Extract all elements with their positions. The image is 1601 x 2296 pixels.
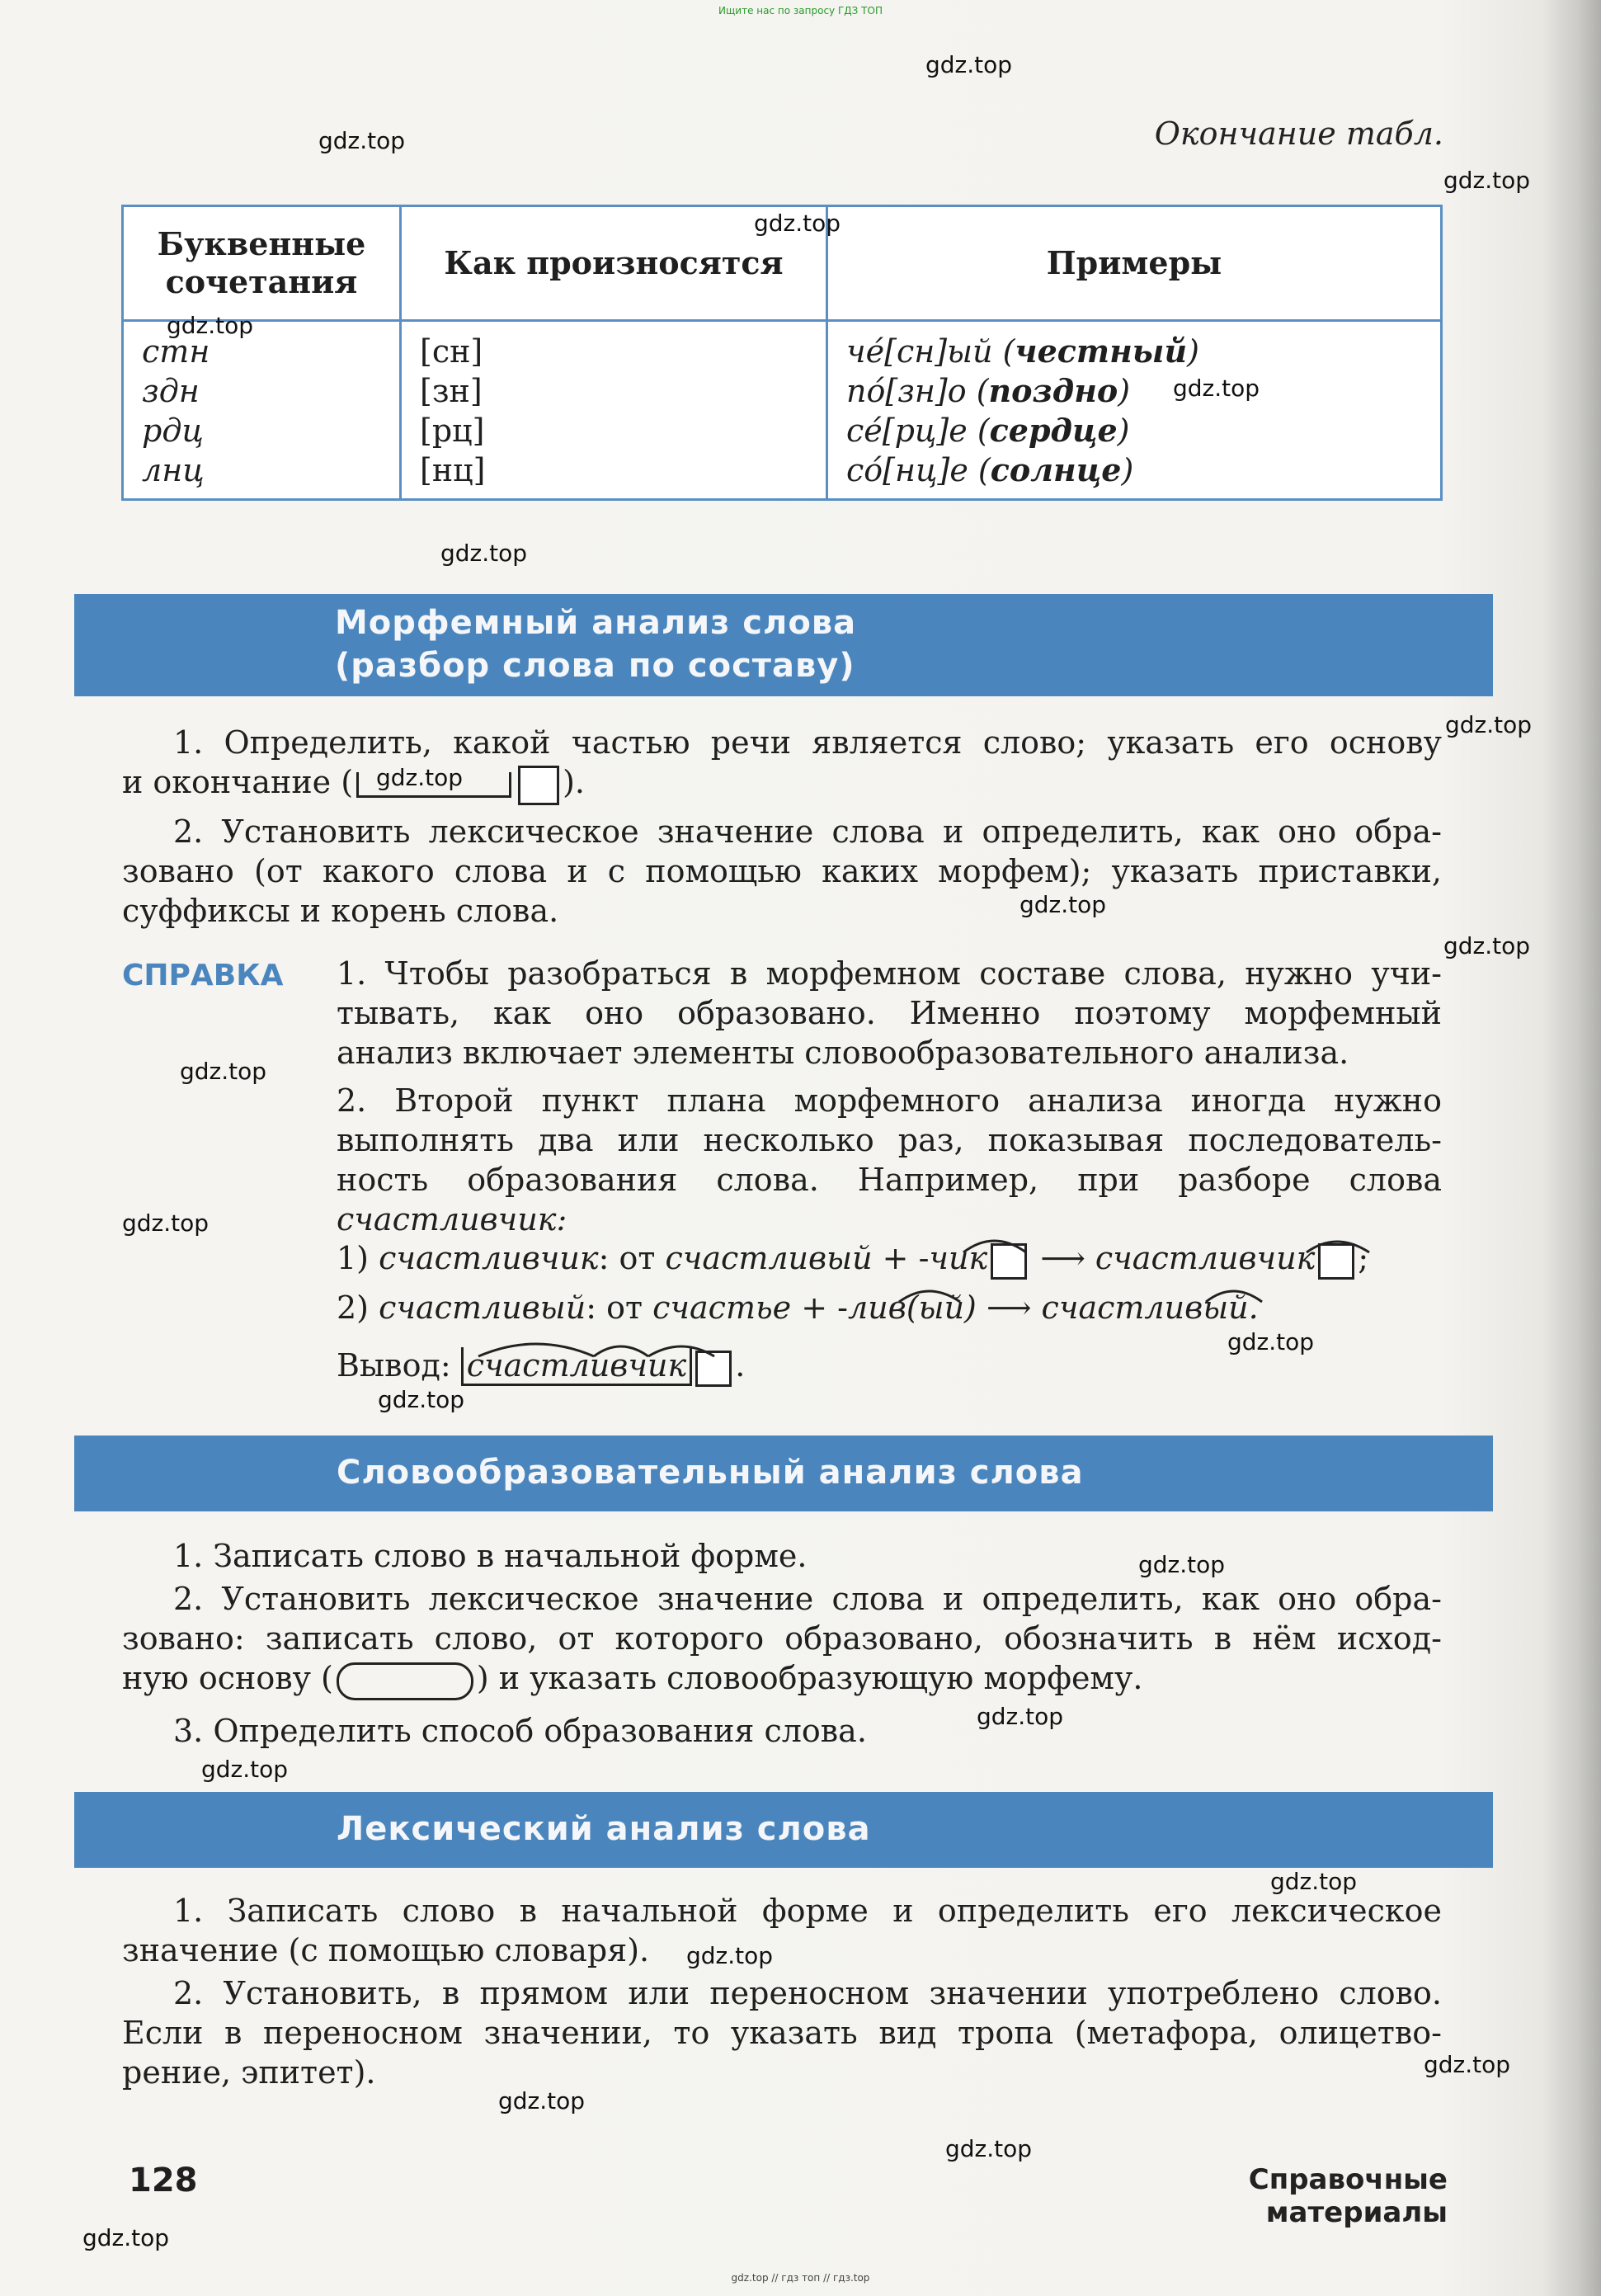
text-line: тывать, как оно образовано. Именно поэтому морфемный [337, 995, 1442, 1031]
section-subtitle: (разбор слова по составу) [335, 647, 855, 685]
lexical-step-2 [122, 1973, 1442, 2092]
watermark: gdz.top [122, 1209, 210, 1237]
watermark: gdz.top [498, 2087, 586, 2114]
example-text: ) [1187, 333, 1199, 370]
example-word: счастливый [379, 1289, 586, 1326]
suffix-arc-icon [899, 1291, 960, 1302]
sound-value: [сн] [420, 333, 483, 370]
text-line: 1. Определить, какой частью речи является слово; указать его основу [173, 724, 1442, 761]
sound-value: [рц] [420, 413, 485, 449]
watermark: gdz.top [82, 2224, 170, 2251]
text-fragment: : от [586, 1289, 653, 1326]
watermark: gdz.top [1443, 932, 1531, 959]
example-number: 1) [337, 1240, 370, 1276]
example-word: поздно [988, 372, 1118, 409]
text-line: анализ включает элементы словообразовательного анализа. [337, 1035, 1349, 1071]
suffix-arc-icon [648, 1346, 714, 1356]
example-text: по́[зн]о ( [846, 373, 989, 409]
watermark: gdz.top [686, 1942, 774, 1969]
text-line: Если в переносном значении, то указать вид тропа (метафора, олицетво- [122, 2015, 1442, 2051]
header-letters: Буквенные сочетания [123, 206, 401, 321]
example-word: сердце [989, 412, 1118, 449]
text-fragment: ную основу ( [122, 1660, 333, 1696]
suffix-arc-icon [1206, 1291, 1262, 1302]
watermark: gdz.top [925, 51, 1013, 78]
example-number: 2) [337, 1289, 370, 1326]
watermark: gdz.top [378, 1386, 465, 1413]
letters-value: здн [142, 373, 200, 409]
text-line [122, 1658, 1442, 1700]
example-word: счастливчик [379, 1240, 599, 1276]
example-derivation-1: 1) счастливчик: от счастливый + -чик ⟶ счастливчик ; [337, 1238, 1491, 1280]
watermark: gdz.top [440, 540, 528, 567]
example-text: се́[рц]е ( [846, 413, 990, 449]
text-line: ность образования слова. Например, при разборе слова [337, 1162, 1442, 1198]
footer-title: Справочные материалы [1248, 2163, 1448, 2229]
watermark: gdz.top [318, 127, 406, 154]
arrow-icon: ⟶ [1030, 1240, 1095, 1276]
section-lexical-header [74, 1792, 1493, 1868]
example-word: счастливчик [1095, 1240, 1316, 1276]
lexical-step-1 [122, 1891, 1442, 1970]
example-word: солнце [990, 451, 1122, 488]
root-arc-icon [478, 1344, 594, 1356]
letters-value: лнц [142, 452, 205, 488]
watermark: gdz.top [977, 1703, 1064, 1730]
word-formation-step-1 [122, 1536, 1442, 1576]
text-line: 2. Установить, в прямом или переносном значении употреблено слово. [173, 1975, 1442, 2011]
watermark: gdz.top [1445, 711, 1533, 738]
text-line: 2. Установить лексическое значение слова и определить, как оно обра- [173, 813, 1442, 850]
example-text: ) [1121, 452, 1134, 488]
site-note-bottom: gdz.top // гдз топ // гдз.top [731, 2272, 870, 2284]
suffix-arc-icon [963, 1241, 1026, 1252]
sound-value: [зн] [420, 373, 483, 409]
text-line: зовано (от какого слова и с помощью каких морфем); указать приставки, [122, 853, 1442, 889]
text-line: значение (с помощью словаря). [122, 1932, 650, 1968]
section-title: Морфемный анализ слова [335, 604, 857, 642]
text-line: 2. Установить лексическое значение слова и определить, как оно обра- [173, 1581, 1442, 1617]
page-number: 128 [129, 2162, 198, 2199]
arrow-icon: ⟶ [976, 1289, 1042, 1326]
conclusion-label: Вывод: [337, 1347, 461, 1384]
watermark: gdz.top [180, 1058, 267, 1085]
source-base-pill-icon [337, 1662, 473, 1700]
text-line: счастливчик: [337, 1201, 567, 1238]
text-line: суффиксы и корень слова. [122, 893, 559, 929]
text-fragment: и окончание ( [122, 764, 354, 800]
example-word: счастливый [665, 1240, 873, 1276]
watermark: gdz.top [376, 764, 464, 791]
text-fragment: + - [872, 1240, 930, 1276]
text-line: зовано: записать слово, от которого образовано, обозначить в нём исход- [122, 1620, 1442, 1657]
example-word: счастливый. [1041, 1289, 1259, 1326]
text-line: 1. Записать слово в начальной форме. [173, 1538, 808, 1574]
ending: (ый) [906, 1289, 977, 1326]
text-fragment: . [735, 1347, 746, 1384]
example-word: честный [1015, 332, 1188, 370]
text-line: 3. Определить способ образования слова. [173, 1713, 867, 1749]
section-title: Словообразовательный анализ слова [337, 1454, 1084, 1492]
header-examples: Примеры [827, 206, 1442, 321]
text-fragment: ) и указать словообразующую морфему. [476, 1660, 1143, 1696]
watermark: gdz.top [167, 312, 254, 339]
watermark: gdz.top [1443, 167, 1531, 194]
sound-value: [нц] [420, 452, 486, 488]
watermark: gdz.top [1270, 1868, 1358, 1895]
example-text: че́[сн]ый ( [846, 333, 1015, 370]
watermark: gdz.top [201, 1756, 289, 1783]
suffix: чик [929, 1240, 988, 1276]
example-text: ) [1118, 373, 1131, 409]
word-formation-step-2 [122, 1579, 1442, 1700]
suffix-arc-icon [594, 1346, 648, 1356]
watermark: gdz.top [1019, 891, 1107, 918]
header-pronunciation: Как произносятся [401, 206, 827, 321]
text-fragment: ). [563, 764, 585, 800]
text-fragment: : от [598, 1240, 666, 1276]
example-text: ) [1117, 413, 1130, 449]
section-title: Лексический анализ слова [337, 1810, 871, 1848]
text-line: 1. Чтобы разобраться в морфемном составе слова, нужно учи- [337, 955, 1442, 992]
text-fragment: + - [791, 1289, 849, 1326]
watermark: gdz.top [1173, 375, 1260, 402]
suffix: лив [848, 1289, 906, 1326]
watermark: gdz.top [1424, 2051, 1511, 2078]
text-line: рение, эпитет). [122, 2054, 376, 2091]
letters-value: стн [142, 333, 210, 370]
word-formation-step-3 [122, 1711, 1442, 1751]
note-label: СПРАВКА [122, 959, 284, 992]
text-line: выполнять два или несколько раз, показывая последователь- [337, 1122, 1442, 1158]
site-note-top: Ищите нас по запросу ГДЗ ТОП [718, 5, 883, 17]
table-end-note: Окончание табл. [1154, 116, 1443, 152]
letters-value: рдц [142, 413, 204, 449]
watermark: gdz.top [945, 2135, 1033, 2162]
watermark: gdz.top [1227, 1328, 1315, 1355]
text-line: 1. Записать слово в начальной форме и определить его лексическое [173, 1893, 1442, 1929]
watermark: gdz.top [1138, 1551, 1226, 1578]
suffix-arc-icon [1307, 1242, 1369, 1252]
text-line: 2. Второй пункт плана морфемного анализа иногда нужно [337, 1082, 1442, 1119]
example-text: со́[нц]е ( [846, 452, 991, 488]
conclusion-word: счастливчик [461, 1347, 692, 1386]
example-word: счастье [652, 1289, 792, 1326]
watermark: gdz.top [754, 210, 841, 237]
section-word-formation-header [74, 1436, 1493, 1511]
